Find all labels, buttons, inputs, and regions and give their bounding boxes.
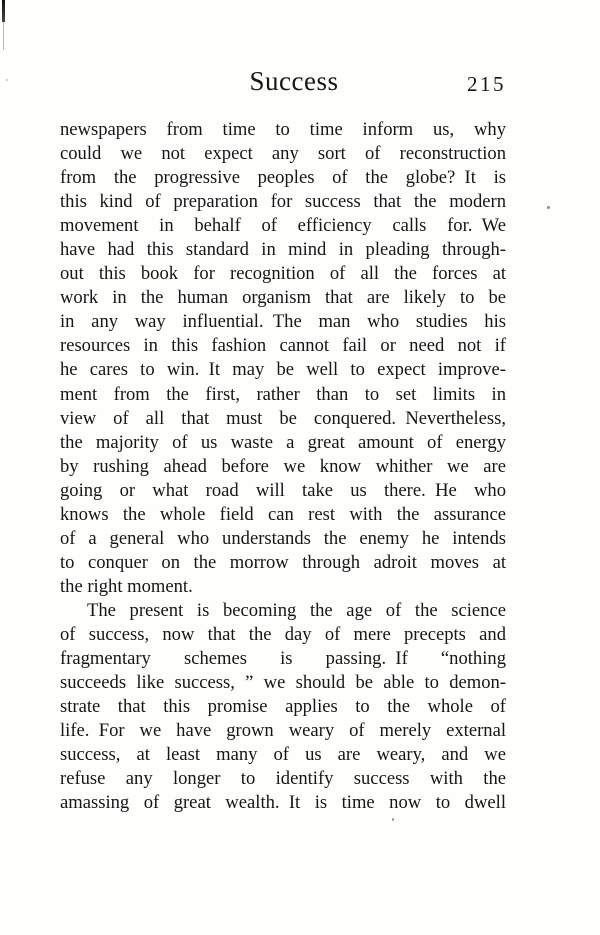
text-line-p2-5: strate that this promise applies to the whole of — [60, 696, 506, 718]
scan-speck-left — [6, 79, 8, 81]
text-line-p1-13: view of all that must be conquered. Nevertheless, — [60, 407, 506, 429]
page-number: 215 — [467, 72, 506, 96]
scan-speck-bottom — [392, 818, 394, 821]
text-line-p1-12: ment from the first, rather than to set limits in — [60, 383, 506, 405]
text-line-p1-16: going or what road will take us there. He who — [60, 479, 506, 501]
text-line-p2-4: succeeds like success, ” we should be able to demon- — [60, 672, 506, 694]
text-line-p1-6: have had this standard in mind in pleading through- — [60, 239, 506, 261]
text-line-p1-2: could we not expect any sort of reconstruction — [60, 143, 506, 165]
text-line-p1-10: resources in this fashion cannot fail or need not if — [60, 335, 506, 357]
text-line-p1-19: to conquer on the morrow through adroit moves at — [60, 551, 506, 573]
text-line-p2-8: refuse any longer to identify success with the — [60, 768, 506, 790]
text-line-p2-6: life. For we have grown weary of merely external — [60, 720, 506, 742]
text-line-p2-9: amassing of great wealth. It is time now to dwell — [60, 792, 506, 814]
text-line-p2-1: The present is becoming the age of the science — [87, 599, 506, 621]
text-line-p1-17: knows the whole field can rest with the assurance — [60, 503, 506, 525]
text-line-p1-20: the right moment. — [60, 575, 193, 597]
scan-spine-mark-fade — [3, 22, 4, 50]
body-text — [60, 118, 506, 815]
running-header — [60, 64, 506, 100]
text-line-p1-4: this kind of preparation for success that the modern — [60, 191, 506, 213]
text-line-p1-7: out this book for recognition of all the forces at — [60, 263, 506, 285]
text-line-p1-15: by rushing ahead before we know whither we are — [60, 455, 506, 477]
text-line-p2-7: success, at least many of us are weary, and we — [60, 744, 506, 766]
text-line-p1-8: work in the human organism that are likely to be — [60, 287, 506, 309]
text-line-p1-3: from the progressive peoples of the globe? It is — [60, 167, 506, 189]
page-title: Success — [249, 66, 339, 96]
text-line-p2-2: of success, now that the day of mere precepts and — [60, 623, 506, 645]
text-line-p1-1: newspapers from time to time inform us, why — [60, 119, 506, 140]
scan-speck-right — [547, 206, 550, 209]
text-line-p1-5: movement in behalf of efficiency calls for. We — [60, 215, 506, 237]
text-line-p1-11: he cares to win. It may be well to expect improve- — [60, 359, 506, 381]
text-line-p1-18: of a general who understands the enemy he intends — [60, 527, 506, 549]
scan-spine-mark — [2, 0, 5, 22]
text-line-p1-9: in any way influential. The man who studies his — [60, 311, 506, 333]
text-line-p1-14: the majority of us waste a great amount of energy — [60, 431, 506, 453]
text-line-p2-3: fragmentary schemes is passing. If “nothing — [60, 648, 506, 670]
